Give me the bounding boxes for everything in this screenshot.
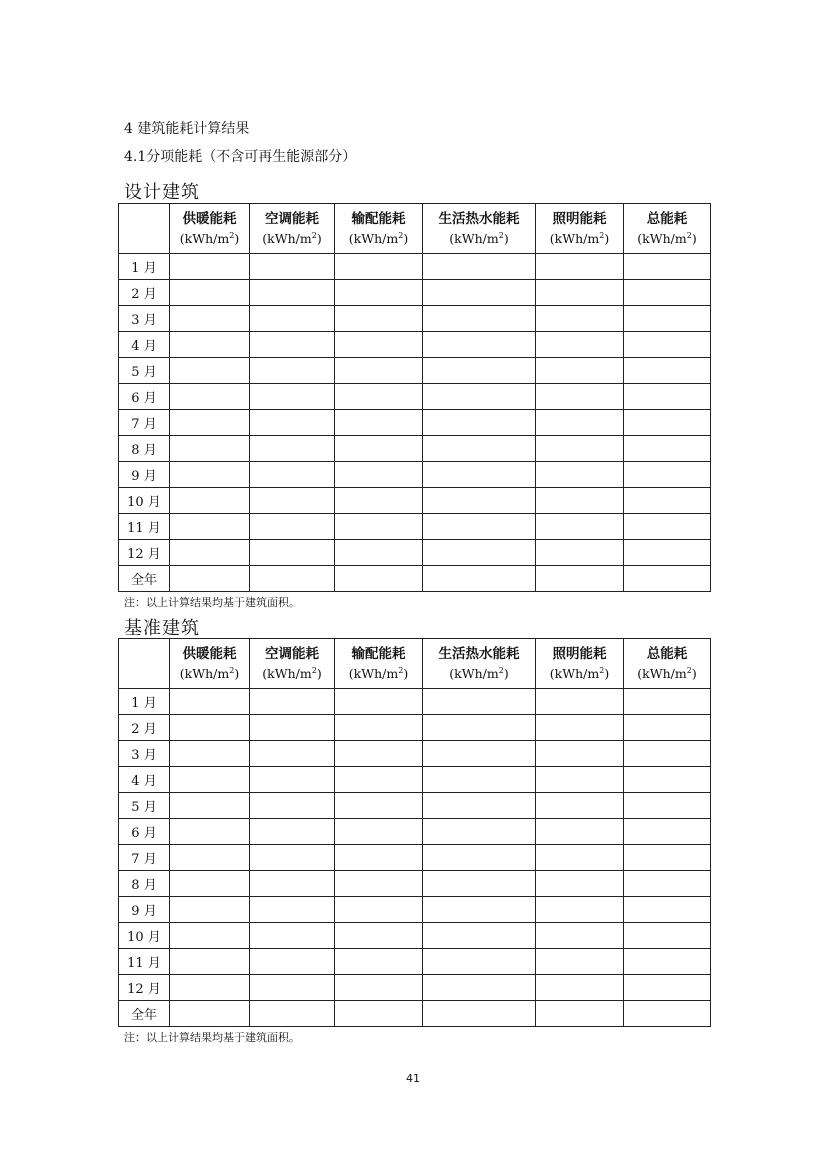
data-cell [170,715,250,741]
unit-superscript: 2 [229,665,235,675]
unit-text-end: ) [403,231,409,247]
data-cell [335,715,423,741]
data-cell [624,306,711,332]
unit-text: (kWh/m [637,666,687,682]
data-cell [170,845,250,871]
row-label: 5 月 [119,793,170,819]
data-cell [335,819,423,845]
data-cell [536,332,624,358]
data-cell [423,767,536,793]
data-cell [624,923,711,949]
column-header [624,204,711,254]
row-label: 3 月 [119,306,170,332]
table-row [119,871,711,897]
table-row [119,845,711,871]
data-cell [250,306,335,332]
column-header [170,204,250,254]
data-cell [536,923,624,949]
unit-superscript: 2 [311,665,317,675]
data-cell [423,514,536,540]
column-name: 总能耗 [646,210,688,227]
table-row [119,949,711,975]
data-cell [335,306,423,332]
column-header [423,204,536,254]
row-label: 5 月 [119,358,170,384]
data-cell [536,767,624,793]
column-unit [536,663,623,682]
data-cell [170,819,250,845]
design-building-table [118,203,711,592]
data-cell [335,514,423,540]
data-cell [250,410,335,436]
row-label: 11 月 [119,949,170,975]
data-cell [250,384,335,410]
column-header [536,639,624,689]
row-label: 10 月 [119,488,170,514]
row-label: 2 月 [119,280,170,306]
data-cell [250,897,335,923]
unit-text: (kWh/m [449,666,499,682]
unit-text-end: ) [316,666,322,682]
row-label: 7 月 [119,410,170,436]
data-cell [536,897,624,923]
section-title: 4 建筑能耗计算结果 [124,121,250,137]
data-cell [250,715,335,741]
table-row [119,254,711,280]
data-cell [335,254,423,280]
table-row [119,793,711,819]
data-cell [335,540,423,566]
data-cell [250,689,335,715]
data-cell [536,975,624,1001]
row-label: 3 月 [119,741,170,767]
data-cell [423,462,536,488]
unit-text: (kWh/m [179,231,230,247]
data-cell [624,897,711,923]
data-cell [170,462,250,488]
column-name: 输配能耗 [351,645,406,662]
data-cell [335,332,423,358]
data-cell [423,949,536,975]
data-cell [536,410,624,436]
column-unit [170,228,249,247]
table-row [119,410,711,436]
row-label: 12 月 [119,975,170,1001]
column-header [250,204,335,254]
table-row [119,306,711,332]
data-cell [624,689,711,715]
table-row [119,566,711,592]
unit-superscript: 2 [498,665,504,675]
data-cell [335,462,423,488]
unit-superscript: 2 [311,230,317,240]
data-cell [170,767,250,793]
data-cell [335,897,423,923]
data-cell [250,1001,335,1027]
unit-text-end: ) [691,231,697,247]
column-name: 照明能耗 [552,645,607,662]
column-unit [423,663,535,682]
column-unit [423,228,535,247]
subsection-title: 4.1分项能耗（不含可再生能源部分） [124,149,357,165]
data-cell [536,1001,624,1027]
data-cell [624,280,711,306]
column-unit [250,228,334,247]
row-label: 8 月 [119,436,170,462]
data-cell [624,540,711,566]
data-cell [624,741,711,767]
data-cell [624,254,711,280]
data-cell [423,306,536,332]
data-cell [423,254,536,280]
column-header [170,639,250,689]
data-cell [624,384,711,410]
row-label: 7 月 [119,845,170,871]
data-cell [536,715,624,741]
data-cell [250,462,335,488]
data-cell [335,358,423,384]
data-cell [624,1001,711,1027]
data-cell [536,436,624,462]
unit-superscript: 2 [599,230,605,240]
data-cell [536,384,624,410]
data-cell [250,332,335,358]
table-row [119,897,711,923]
data-cell [536,741,624,767]
data-cell [335,741,423,767]
row-label: 1 月 [119,254,170,280]
column-name: 生活热水能耗 [438,210,520,227]
data-cell [536,819,624,845]
row-label: 4 月 [119,332,170,358]
data-cell [536,306,624,332]
unit-superscript: 2 [599,665,605,675]
data-cell [624,819,711,845]
unit-text: (kWh/m [637,231,687,247]
table-row [119,819,711,845]
data-cell [624,949,711,975]
row-label: 1 月 [119,689,170,715]
table-row [119,358,711,384]
data-cell [335,793,423,819]
unit-superscript: 2 [229,230,235,240]
data-cell [423,975,536,1001]
data-cell [170,949,250,975]
data-cell [250,436,335,462]
data-cell [335,1001,423,1027]
data-cell [423,715,536,741]
data-cell [624,462,711,488]
unit-superscript: 2 [398,665,404,675]
data-cell [335,566,423,592]
column-header [536,204,624,254]
data-cell [624,767,711,793]
table-row [119,741,711,767]
data-cell [536,871,624,897]
data-cell [335,280,423,306]
data-cell [624,715,711,741]
column-header [423,639,536,689]
data-cell [624,566,711,592]
data-cell [335,488,423,514]
data-cell [423,384,536,410]
data-cell [536,358,624,384]
unit-text-end: ) [691,666,697,682]
data-cell [624,436,711,462]
data-cell [335,689,423,715]
data-cell [250,540,335,566]
page-number: 41 [406,1072,420,1085]
row-label: 全年 [119,1001,170,1027]
unit-text: (kWh/m [549,231,600,247]
unit-superscript: 2 [686,665,692,675]
data-cell [624,488,711,514]
data-cell [170,254,250,280]
data-cell [624,358,711,384]
table-row [119,689,711,715]
column-name: 供暖能耗 [182,210,237,227]
data-cell [170,741,250,767]
data-cell [624,332,711,358]
data-cell [536,462,624,488]
column-name: 供暖能耗 [182,645,237,662]
row-label: 6 月 [119,819,170,845]
data-cell [170,897,250,923]
data-cell [170,514,250,540]
column-header [624,639,711,689]
data-cell [423,819,536,845]
data-cell [536,254,624,280]
data-cell [624,793,711,819]
data-cell [170,410,250,436]
data-cell [250,819,335,845]
column-name: 输配能耗 [351,210,406,227]
data-cell [170,923,250,949]
data-cell [250,741,335,767]
table-row [119,540,711,566]
data-cell [250,767,335,793]
unit-text-end: ) [604,231,610,247]
data-cell [335,845,423,871]
data-cell [536,488,624,514]
data-cell [250,793,335,819]
reference-building-heading: 基准建筑 [124,618,200,639]
data-cell [624,410,711,436]
table-row [119,488,711,514]
data-cell [335,975,423,1001]
design-building-heading: 设计建筑 [124,182,200,203]
data-cell [250,514,335,540]
row-label: 10 月 [119,923,170,949]
unit-text-end: ) [503,231,509,247]
row-label: 8 月 [119,871,170,897]
data-cell [335,949,423,975]
unit-text-end: ) [604,666,610,682]
data-cell [423,689,536,715]
data-cell [250,488,335,514]
unit-text: (kWh/m [449,231,499,247]
data-cell [170,332,250,358]
table-row [119,923,711,949]
data-cell [423,332,536,358]
data-cell [423,436,536,462]
corner-cell [119,639,170,689]
unit-text-end: ) [503,666,509,682]
column-unit [624,228,710,247]
data-cell [423,741,536,767]
table-row [119,514,711,540]
data-cell [170,793,250,819]
column-name: 生活热水能耗 [438,645,520,662]
data-cell [423,897,536,923]
data-cell [335,384,423,410]
data-cell [536,949,624,975]
data-cell [423,358,536,384]
table-row [119,1001,711,1027]
data-cell [170,436,250,462]
data-cell [335,436,423,462]
table-row [119,280,711,306]
row-label: 6 月 [119,384,170,410]
row-label: 全年 [119,566,170,592]
column-unit [170,663,249,682]
row-label: 12 月 [119,540,170,566]
reference-building-table [118,638,711,1027]
data-cell [423,793,536,819]
row-label: 9 月 [119,462,170,488]
row-label: 11 月 [119,514,170,540]
header-row [119,639,711,689]
data-cell [423,280,536,306]
data-cell [250,975,335,1001]
column-header [335,204,423,254]
data-cell [624,975,711,1001]
data-cell [423,540,536,566]
reference-building-note: 注：以上计算结果均基于建筑面积。 [124,1031,300,1044]
data-cell [536,566,624,592]
data-cell [335,923,423,949]
data-cell [170,488,250,514]
data-cell [624,871,711,897]
column-name: 空调能耗 [265,645,319,662]
data-cell [170,871,250,897]
column-unit [250,663,334,682]
data-cell [250,280,335,306]
data-cell [170,1001,250,1027]
table-row [119,767,711,793]
data-cell [250,845,335,871]
data-cell [335,767,423,793]
data-cell [170,689,250,715]
data-cell [250,358,335,384]
corner-cell [119,204,170,254]
table-row [119,384,711,410]
unit-text-end: ) [403,666,409,682]
column-header [335,639,423,689]
unit-text: (kWh/m [179,666,230,682]
data-cell [423,410,536,436]
unit-text-end: ) [234,231,240,247]
data-cell [335,410,423,436]
data-cell [536,514,624,540]
column-unit [335,663,422,682]
data-cell [423,845,536,871]
data-cell [170,358,250,384]
unit-superscript: 2 [686,230,692,240]
data-cell [250,566,335,592]
data-cell [624,845,711,871]
data-cell [170,566,250,592]
unit-text: (kWh/m [262,231,312,247]
data-cell [170,384,250,410]
data-cell [170,975,250,1001]
column-name: 空调能耗 [265,210,319,227]
unit-superscript: 2 [398,230,404,240]
column-unit [536,228,623,247]
data-cell [423,923,536,949]
header-row [119,204,711,254]
table-row [119,436,711,462]
unit-text-end: ) [234,666,240,682]
data-cell [536,689,624,715]
data-cell [423,871,536,897]
data-cell [536,793,624,819]
table-row [119,975,711,1001]
unit-text-end: ) [316,231,322,247]
row-label: 2 月 [119,715,170,741]
data-cell [335,871,423,897]
row-label: 9 月 [119,897,170,923]
data-cell [170,280,250,306]
row-label: 4 月 [119,767,170,793]
column-name: 总能耗 [646,645,688,662]
unit-superscript: 2 [498,230,504,240]
unit-text: (kWh/m [549,666,600,682]
column-name: 照明能耗 [552,210,607,227]
data-cell [536,845,624,871]
data-cell [250,871,335,897]
data-cell [624,514,711,540]
data-cell [423,1001,536,1027]
table-row [119,715,711,741]
unit-text: (kWh/m [348,231,399,247]
table-row [119,462,711,488]
data-cell [250,923,335,949]
unit-text: (kWh/m [348,666,399,682]
column-unit [335,228,422,247]
table-row [119,332,711,358]
data-cell [423,566,536,592]
data-cell [170,306,250,332]
data-cell [423,488,536,514]
data-cell [250,254,335,280]
design-building-note: 注：以上计算结果均基于建筑面积。 [124,596,300,609]
unit-text: (kWh/m [262,666,312,682]
data-cell [536,540,624,566]
data-cell [170,540,250,566]
data-cell [536,280,624,306]
column-unit [624,663,710,682]
data-cell [250,949,335,975]
column-header [250,639,335,689]
